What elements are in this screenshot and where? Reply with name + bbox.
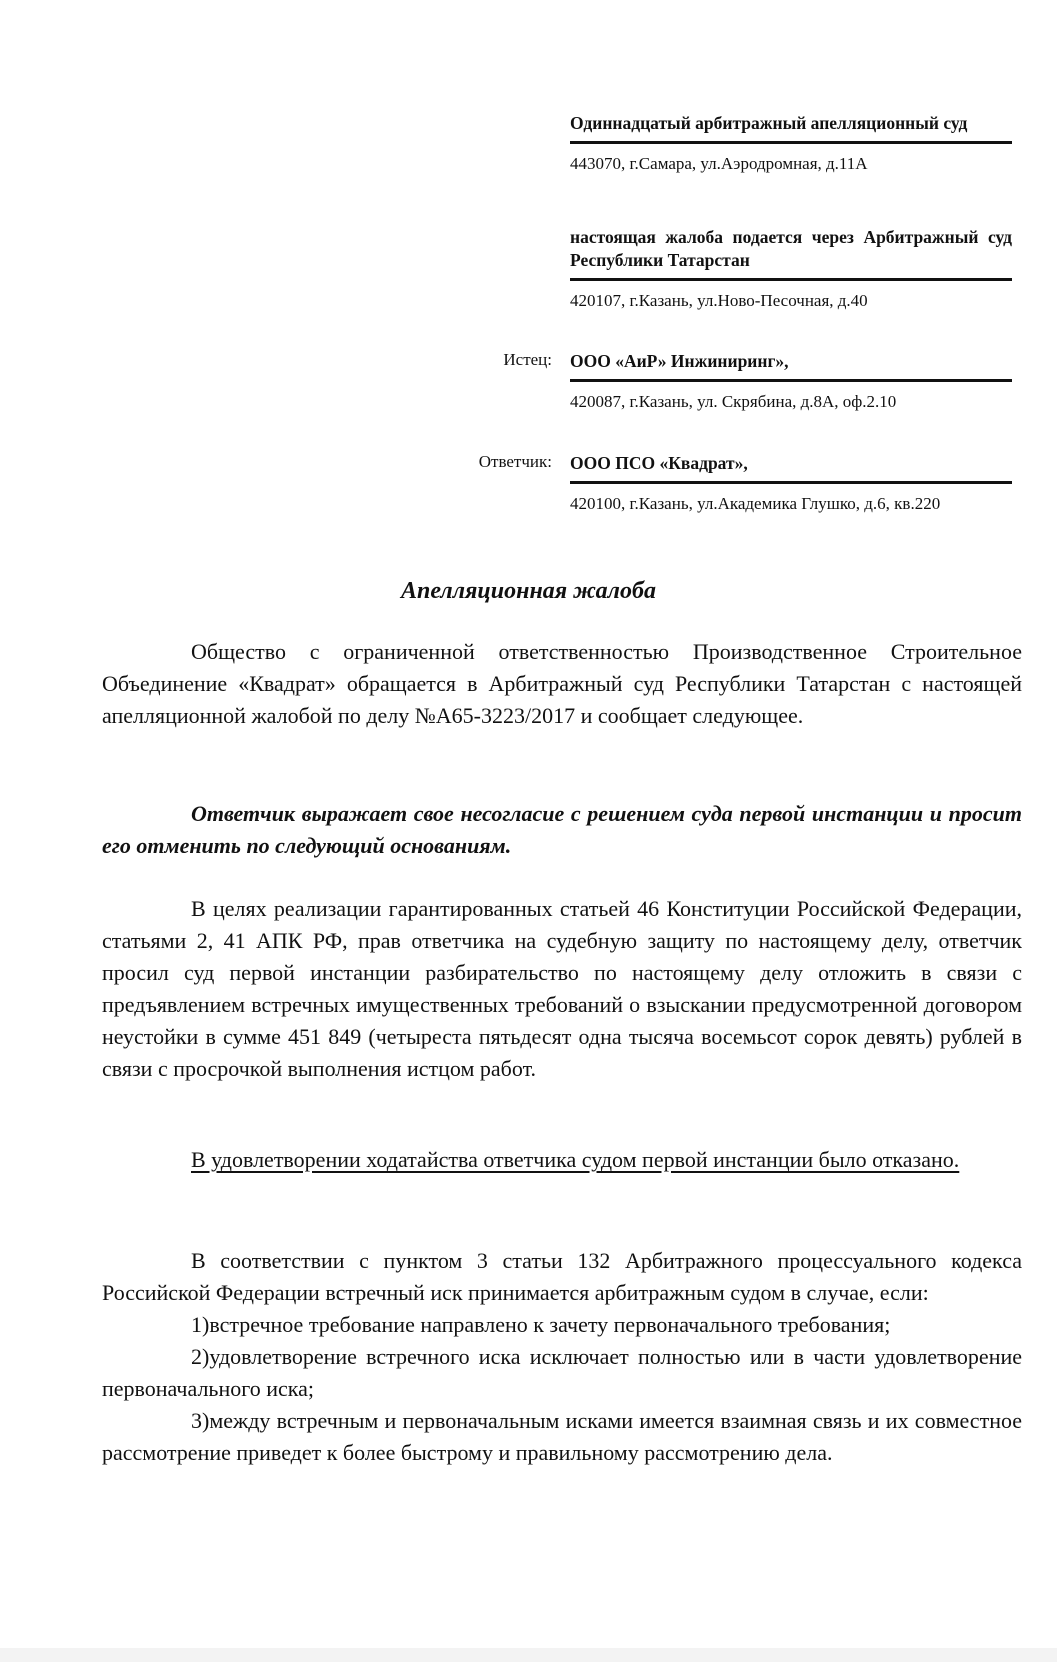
plaintiff-name: ООО «АиР» Инжиниринг», [570,350,1012,382]
paragraph-article-132: В соответствии с пунктом 3 статьи 132 Арбитражного процессуального кодекса Российской Федерации встречный иск принимается арбитражным судом в случае, если: 1)встречное требование направлено к зачету первоначального требования; 2)удовлетворение встречного иска исключает полностью или в части удовлетворение первоначального иска; 3)между встречным и первоначальным исками имеется взаимная связь и их совместное рассмотрение приведет к более быстрому и правильному рассмотрению дела. [102,1245,1022,1469]
list-item: 3)между встречным и первоначальным исками имеется взаимная связь и их совместное рассмотрение приведет к более быстрому и правильному рассмотрению дела. [102,1408,1022,1465]
paragraph-intro: Общество с ограниченной ответственностью Производственное Строительное Объединение «Квадрат» обращается в Арбитражный суд Республики Татарстан с настоящей апелляционной жалобой по делу №А65-3223/2017 и сообщает следующее. [102,639,1022,728]
plaintiff-block [440,350,1018,412]
paragraph-grounds: В целях реализации гарантированных статьей 46 Конституции Российской Федерации, статьями 2, 41 АПК РФ, прав ответчика на судебную защиту по настоящему делу, ответчик просил суд первой инстанции разбирательство по настоящему делу отложить в связи с предъявлением встречных имущественных требований о взыскании предусмотренной договором неустойки в сумме 451 849 (четыреста пятьдесят одна тысяча восемьсот сорок девять) рублей в связи с просрочкой выполнения истцом работ. [102,896,1022,1081]
defendant-label: Ответчик: [478,452,552,471]
page-bottom-edge [0,1648,1057,1662]
court-name: Одиннадцатый арбитражный апелляционный суд [570,112,1012,144]
defendant-block [440,452,1018,514]
plaintiff-address: 420087, г.Казань, ул. Скрябина, д.8А, оф.2.10 [570,392,897,411]
list-item: 1)встречное требование направлено к зачету первоначального требования; [191,1312,891,1337]
court-address: 443070, г.Самара, ул.Аэродромная, д.11А [570,154,868,173]
list-item: 2)удовлетворение встречного иска исключает полностью или в части удовлетворение первоначального иска; [102,1344,1022,1401]
court-block [440,112,1018,174]
filed-through-address: 420107, г.Казань, ул.Ново-Песочная, д.40 [570,291,868,310]
paragraph-refusal: В удовлетворении ходатайства ответчика судом первой инстанции было отказано. [191,1147,960,1172]
document-title: Апелляционная жалоба [401,578,656,604]
plaintiff-label: Истец: [503,350,552,369]
filed-through-block [440,226,1018,311]
defendant-address: 420100, г.Казань, ул.Академика Глушко, д.6, кв.220 [570,494,941,513]
court-label-spacer [440,112,570,174]
defendant-name: ООО ПСО «Квадрат», [570,452,1012,484]
filed-through-text: настоящая жалоба подается через Арбитражный суд Республики Татарстан [570,226,1012,281]
paragraph-disagreement: Ответчик выражает свое несогласие с решением суда первой инстанции и просит его отменить по следующий основаниям. [102,801,1022,858]
